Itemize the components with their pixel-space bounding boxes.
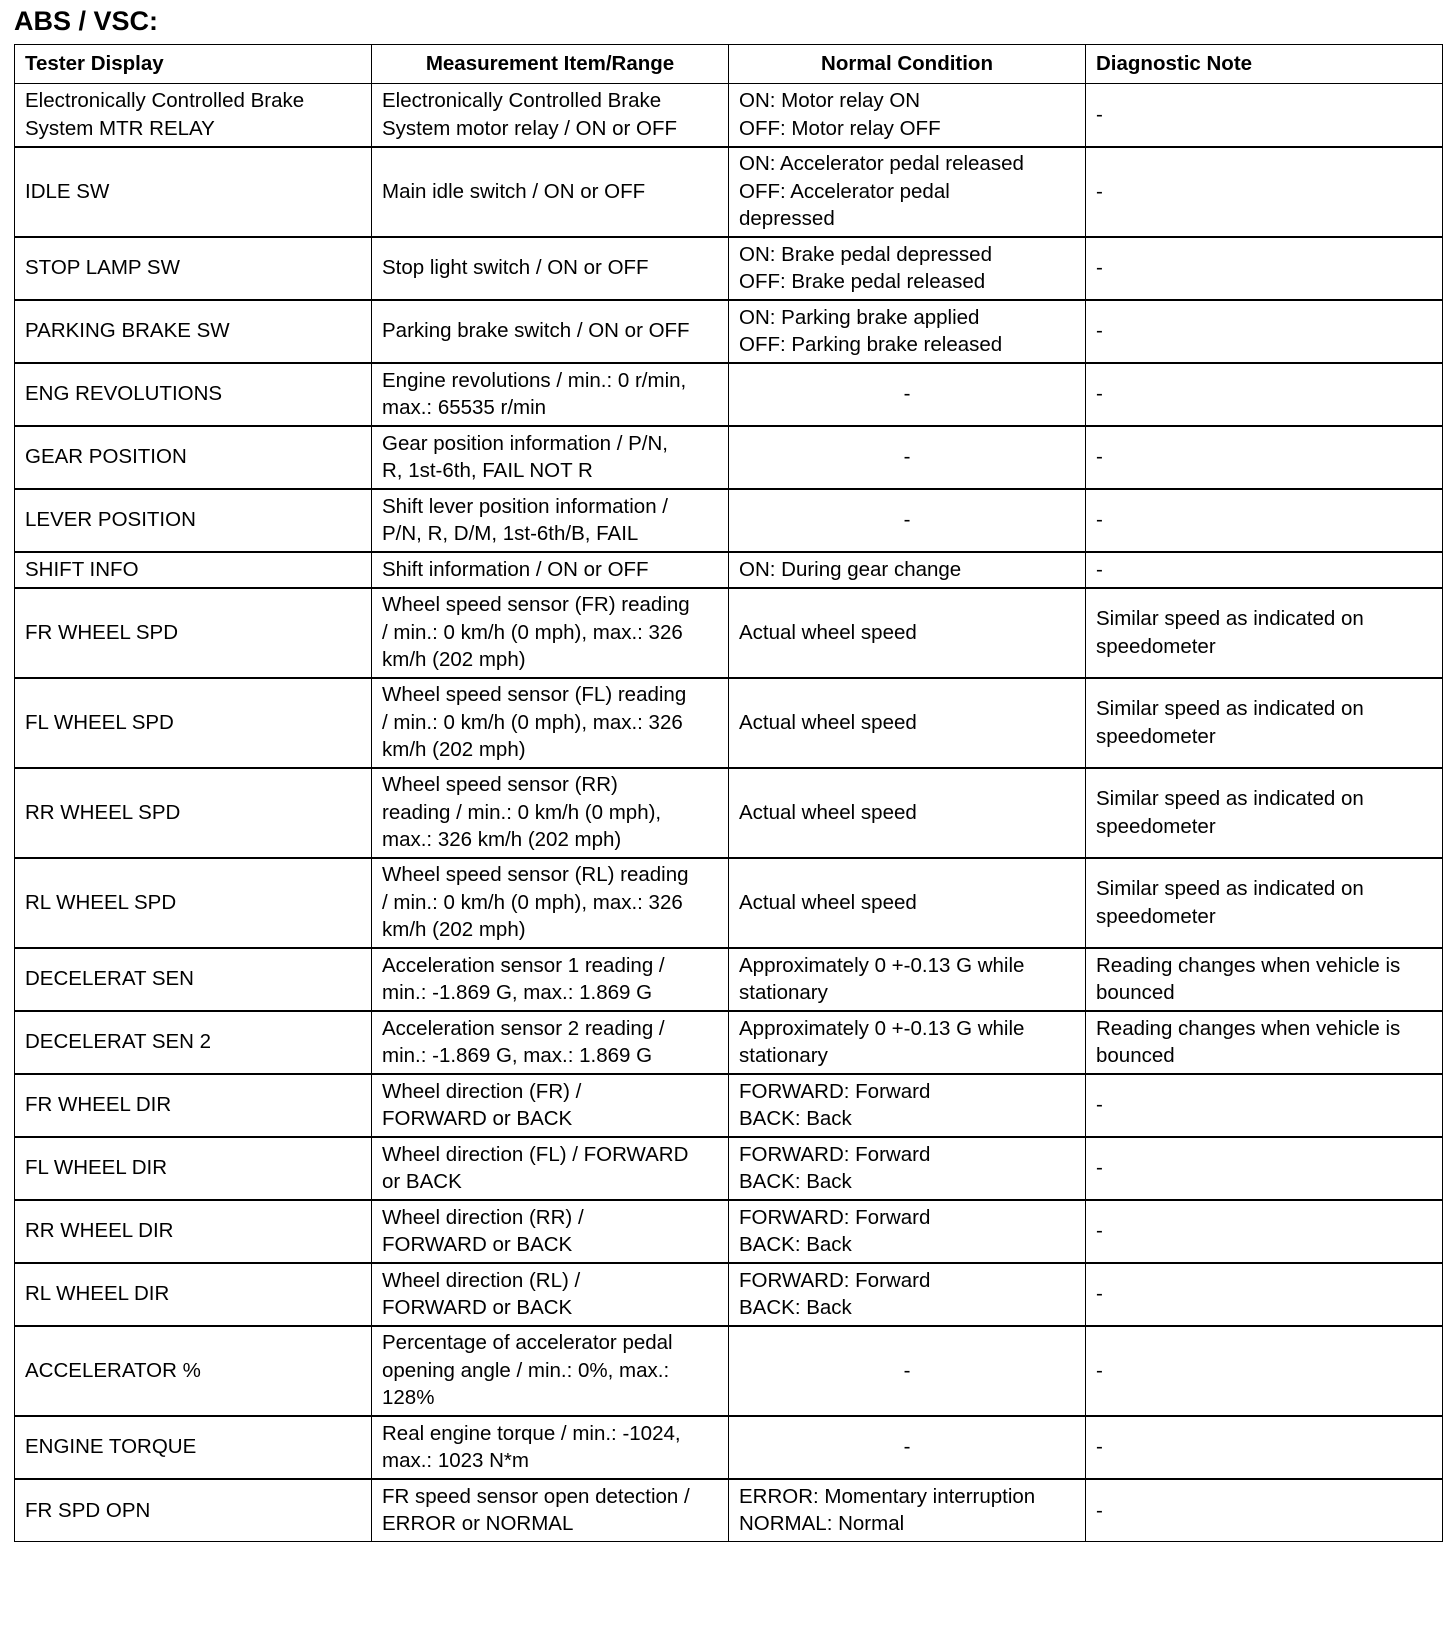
diagnostic-note-cell (1086, 1263, 1443, 1326)
cell-line: - (1096, 256, 1103, 280)
cell-line: FR WHEEL DIR (25, 1093, 172, 1117)
cell-line: RR WHEEL DIR (25, 1219, 174, 1243)
normal-condition-cell (729, 948, 1086, 1011)
cell-line: - (1096, 103, 1103, 126)
measurement-cell (372, 237, 729, 300)
cell-line: Shift lever position information / (382, 494, 668, 518)
cell-line: max.: 65535 r/min (382, 396, 547, 419)
cell-line: Wheel speed sensor (RL) reading (382, 863, 689, 887)
normal-condition-cell (729, 426, 1086, 489)
table-row (15, 363, 1443, 426)
cell-line: OFF: Brake pedal released (739, 270, 986, 293)
diagnostic-note-cell (1086, 1011, 1443, 1074)
measurement-cell (372, 300, 729, 363)
measurement-cell (372, 1011, 729, 1074)
diagnostic-note-cell (1086, 1137, 1443, 1200)
cell-line: Shift information / ON or OFF (382, 557, 649, 581)
cell-line: stationary (739, 1044, 828, 1067)
tester-display-cell (15, 1479, 372, 1542)
cell-line: - (903, 445, 911, 469)
measurement-cell (372, 1074, 729, 1137)
table-row (15, 147, 1443, 237)
normal-condition-cell (729, 678, 1086, 768)
cell-line: opening angle / min.: 0%, max.: (382, 1358, 670, 1382)
measurement-cell (372, 1479, 729, 1542)
normal-condition-cell (729, 768, 1086, 858)
cell-line: Electronically Controlled Brake (382, 89, 662, 113)
diagnostic-note-cell (1086, 552, 1443, 588)
cell-line: BACK: Back (739, 1296, 852, 1319)
cell-line: Gear position information / P/N, (382, 431, 668, 455)
cell-line: GEAR POSITION (25, 445, 187, 469)
diagnostic-note-cell (1086, 1479, 1443, 1542)
cell-line: ON: During gear change (739, 557, 962, 581)
normal-condition-cell (729, 1137, 1086, 1200)
diagnostic-note-cell (1086, 588, 1443, 678)
diagnostic-note-cell (1086, 678, 1443, 768)
measurement-cell (372, 1263, 729, 1326)
cell-line: P/N, R, D/M, 1st-6th/B, FAIL (382, 522, 639, 545)
tester-display-cell (15, 1326, 372, 1416)
diagnostic-note-cell (1086, 147, 1443, 237)
table-row (15, 768, 1443, 858)
cell-line: OFF: Parking brake released (739, 333, 1003, 356)
measurement-cell (372, 363, 729, 426)
tester-display-cell (15, 1200, 372, 1263)
cell-line: Wheel direction (RL) / (382, 1268, 581, 1292)
cell-line: BACK: Back (739, 1170, 852, 1193)
cell-line: / min.: 0 km/h (0 mph), max.: 326 (382, 710, 683, 734)
cell-line: Real engine torque / min.: -1024, (382, 1421, 681, 1445)
cell-line: - (1096, 508, 1103, 532)
cell-line: - (1096, 557, 1103, 581)
cell-line: ON: Accelerator pedal released (739, 152, 1024, 176)
cell-line: RL WHEEL SPD (25, 890, 177, 914)
cell-line: ENGINE TORQUE (25, 1435, 197, 1459)
cell-line: - (1096, 1219, 1103, 1243)
measurement-cell (372, 552, 729, 588)
cell-line: speedometer (1096, 904, 1216, 928)
cell-line: depressed (739, 207, 835, 231)
cell-line: ERROR: Momentary interruption (739, 1484, 1036, 1508)
tester-display-cell (15, 237, 372, 300)
measurement-cell (372, 948, 729, 1011)
diagnostic-note-cell (1086, 1200, 1443, 1263)
table-row (15, 858, 1443, 948)
cell-line: Wheel speed sensor (FR) reading (382, 593, 690, 617)
diagnostic-note-cell (1086, 426, 1443, 489)
cell-line: R, 1st-6th, FAIL NOT R (382, 459, 593, 482)
measurement-cell (372, 858, 729, 948)
cell-line: Engine revolutions / min.: 0 r/min, (382, 368, 687, 392)
measurement-cell (372, 1200, 729, 1263)
diagnostic-note-cell (1086, 858, 1443, 948)
cell-line: LEVER POSITION (25, 508, 196, 532)
measurement-cell (372, 1416, 729, 1479)
measurement-cell (372, 588, 729, 678)
cell-line: Similar speed as indicated on (1096, 787, 1364, 810)
normal-condition-cell (729, 1011, 1086, 1074)
cell-line: - (1096, 1435, 1103, 1459)
cell-line: Approximately 0 +-0.13 G while (739, 1016, 1025, 1040)
table-row (15, 1074, 1443, 1137)
cell-line: FORWARD: Forward (739, 1079, 931, 1103)
header-tester-display: Tester Display (15, 45, 372, 84)
cell-line: 128% (382, 1386, 435, 1410)
normal-condition-cell (729, 237, 1086, 300)
cell-line: Actual wheel speed (739, 800, 917, 824)
normal-condition-cell (729, 1200, 1086, 1263)
tester-display-cell (15, 948, 372, 1011)
cell-line: FL WHEEL SPD (25, 710, 174, 734)
cell-line: ON: Motor relay ON (739, 89, 921, 113)
cell-line: Approximately 0 +-0.13 G while (739, 953, 1025, 977)
cell-line: min.: -1.869 G, max.: 1.869 G (382, 1044, 653, 1067)
tester-display-cell (15, 768, 372, 858)
table-row (15, 1479, 1443, 1542)
normal-condition-cell (729, 363, 1086, 426)
table-row (15, 84, 1443, 147)
header-measurement: Measurement Item/Range (372, 45, 729, 84)
cell-line: - (1096, 319, 1103, 343)
cell-line: ON: Parking brake applied (739, 305, 980, 329)
cell-line: BACK: Back (739, 1233, 852, 1256)
cell-line: km/h (202 mph) (382, 648, 526, 672)
table-row (15, 1416, 1443, 1479)
cell-line: ON: Brake pedal depressed (739, 242, 992, 266)
table-row (15, 1263, 1443, 1326)
table-row (15, 1137, 1443, 1200)
tester-display-cell (15, 552, 372, 588)
table-row (15, 948, 1443, 1011)
cell-line: - (1096, 1358, 1103, 1382)
normal-condition-cell (729, 147, 1086, 237)
table-row (15, 678, 1443, 768)
tester-display-cell (15, 1137, 372, 1200)
cell-line: OFF: Motor relay OFF (739, 116, 941, 140)
measurement-cell (372, 426, 729, 489)
cell-line: Stop light switch / ON or OFF (382, 256, 649, 280)
cell-line: System MTR RELAY (25, 116, 215, 140)
normal-condition-cell (729, 489, 1086, 552)
cell-line: stationary (739, 981, 828, 1004)
cell-line: Wheel direction (FL) / FORWARD (382, 1142, 689, 1166)
tester-display-cell (15, 489, 372, 552)
cell-line: Percentage of accelerator pedal (382, 1331, 673, 1355)
measurement-cell (372, 1326, 729, 1416)
table-body (15, 84, 1443, 1542)
tester-display-cell (15, 1074, 372, 1137)
cell-line: FR speed sensor open detection / (382, 1484, 690, 1508)
cell-line: FORWARD or BACK (382, 1107, 573, 1130)
cell-line: BACK: Back (739, 1107, 852, 1130)
header-diagnostic-note: Diagnostic Note (1086, 45, 1443, 84)
measurement-cell (372, 1137, 729, 1200)
normal-condition-cell (729, 1326, 1086, 1416)
tester-display-cell (15, 300, 372, 363)
tester-display-cell (15, 858, 372, 948)
cell-line: RL WHEEL DIR (25, 1282, 170, 1306)
cell-line: RR WHEEL SPD (25, 800, 181, 824)
cell-line: FR SPD OPN (25, 1498, 151, 1522)
normal-condition-cell (729, 552, 1086, 588)
cell-line: DECELERAT SEN 2 (25, 1030, 212, 1054)
tester-display-cell (15, 84, 372, 147)
normal-condition-cell (729, 1074, 1086, 1137)
cell-line: Main idle switch / ON or OFF (382, 179, 646, 203)
measurement-cell (372, 147, 729, 237)
header-normal-condition: Normal Condition (729, 45, 1086, 84)
cell-line: / min.: 0 km/h (0 mph), max.: 326 (382, 620, 683, 644)
cell-line: Similar speed as indicated on (1096, 697, 1364, 720)
cell-line: ACCELERATOR % (25, 1358, 201, 1382)
cell-line: PARKING BRAKE SW (25, 319, 230, 343)
cell-line: NORMAL: Normal (739, 1512, 905, 1536)
table-row (15, 489, 1443, 552)
tester-display-cell (15, 678, 372, 768)
cell-line: Electronically Controlled Brake (25, 89, 305, 113)
cell-line: OFF: Accelerator pedal (739, 179, 950, 203)
cell-line: DECELERAT SEN (25, 967, 194, 991)
cell-line: Wheel direction (FR) / (382, 1079, 582, 1103)
data-list-table (14, 44, 1443, 1542)
table-row (15, 300, 1443, 363)
cell-line: - (1096, 1093, 1103, 1117)
measurement-cell (372, 84, 729, 147)
page-title: ABS / VSC: (14, 6, 159, 36)
normal-condition-cell (729, 588, 1086, 678)
table-row (15, 1326, 1443, 1416)
diagnostic-note-cell (1086, 300, 1443, 363)
cell-line: FORWARD: Forward (739, 1142, 931, 1166)
cell-line: Wheel speed sensor (FL) reading (382, 683, 687, 707)
table-row (15, 1200, 1443, 1263)
cell-line: - (1096, 445, 1103, 469)
cell-line: min.: -1.869 G, max.: 1.869 G (382, 981, 653, 1004)
cell-line: max.: 326 km/h (202 mph) (382, 828, 622, 852)
diagnostic-note-cell (1086, 948, 1443, 1011)
cell-line: - (1096, 382, 1103, 406)
diagnostic-note-cell (1086, 1326, 1443, 1416)
table-row (15, 1011, 1443, 1074)
diagnostic-note-cell (1086, 237, 1443, 300)
cell-line: speedometer (1096, 634, 1216, 658)
measurement-cell (372, 489, 729, 552)
cell-line: km/h (202 mph) (382, 738, 526, 762)
cell-line: Actual wheel speed (739, 710, 917, 734)
normal-condition-cell (729, 1479, 1086, 1542)
cell-line: - (1096, 1282, 1103, 1306)
measurement-cell (372, 768, 729, 858)
cell-line: Reading changes when vehicle is (1096, 1016, 1401, 1040)
cell-line: km/h (202 mph) (382, 918, 526, 942)
cell-line: FORWARD or BACK (382, 1233, 573, 1256)
cell-line: Actual wheel speed (739, 620, 917, 644)
table-row (15, 552, 1443, 588)
measurement-cell (372, 678, 729, 768)
cell-line: - (1096, 1498, 1103, 1522)
normal-condition-cell (729, 858, 1086, 948)
tester-display-cell (15, 147, 372, 237)
cell-line: Reading changes when vehicle is (1096, 953, 1401, 977)
cell-line: max.: 1023 N*m (382, 1449, 529, 1472)
tester-display-cell (15, 1011, 372, 1074)
cell-line: bounced (1096, 981, 1175, 1004)
tester-display-cell (15, 1416, 372, 1479)
cell-line: Acceleration sensor 1 reading / (382, 953, 665, 977)
cell-line: - (1096, 179, 1103, 203)
normal-condition-cell (729, 1416, 1086, 1479)
diagnostic-note-cell (1086, 1074, 1443, 1137)
cell-line: FL WHEEL DIR (25, 1156, 167, 1180)
cell-line: STOP LAMP SW (25, 256, 180, 280)
tester-display-cell (15, 1263, 372, 1326)
cell-line: Wheel speed sensor (RR) (382, 773, 618, 797)
cell-line: - (903, 382, 911, 406)
cell-line: FORWARD or BACK (382, 1296, 573, 1319)
cell-line: / min.: 0 km/h (0 mph), max.: 326 (382, 890, 683, 914)
cell-line: speedometer (1096, 814, 1216, 838)
cell-line: - (903, 1358, 911, 1382)
diagnostic-note-cell (1086, 489, 1443, 552)
diagnostic-note-cell (1086, 363, 1443, 426)
cell-line: FORWARD: Forward (739, 1268, 931, 1292)
cell-line: - (903, 1435, 911, 1459)
cell-line: bounced (1096, 1044, 1175, 1067)
table-row (15, 237, 1443, 300)
normal-condition-cell (729, 1263, 1086, 1326)
cell-line: Wheel direction (RR) / (382, 1205, 584, 1229)
cell-line: FR WHEEL SPD (25, 620, 179, 644)
table-row (15, 426, 1443, 489)
cell-line: IDLE SW (25, 179, 110, 203)
cell-line: Acceleration sensor 2 reading / (382, 1016, 665, 1040)
diagnostic-note-cell (1086, 1416, 1443, 1479)
table-row (15, 588, 1443, 678)
cell-line: FORWARD: Forward (739, 1205, 931, 1229)
cell-line: ENG REVOLUTIONS (25, 382, 223, 406)
diagnostic-note-cell (1086, 768, 1443, 858)
cell-line: Similar speed as indicated on (1096, 607, 1364, 630)
diagnostic-note-cell (1086, 84, 1443, 147)
cell-line: Parking brake switch / ON or OFF (382, 319, 690, 343)
normal-condition-cell (729, 84, 1086, 147)
table-header-row (15, 45, 1443, 84)
cell-line: Similar speed as indicated on (1096, 877, 1364, 900)
cell-line: speedometer (1096, 724, 1216, 748)
cell-line: Actual wheel speed (739, 890, 917, 914)
cell-line: SHIFT INFO (25, 557, 139, 581)
cell-line: ERROR or NORMAL (382, 1512, 574, 1536)
tester-display-cell (15, 426, 372, 489)
tester-display-cell (15, 588, 372, 678)
cell-line: reading / min.: 0 km/h (0 mph), (382, 800, 662, 824)
normal-condition-cell (729, 300, 1086, 363)
cell-line: System motor relay / ON or OFF (382, 116, 678, 140)
cell-line: - (903, 508, 911, 532)
cell-line: - (1096, 1156, 1103, 1180)
tester-display-cell (15, 363, 372, 426)
cell-line: or BACK (382, 1170, 462, 1193)
